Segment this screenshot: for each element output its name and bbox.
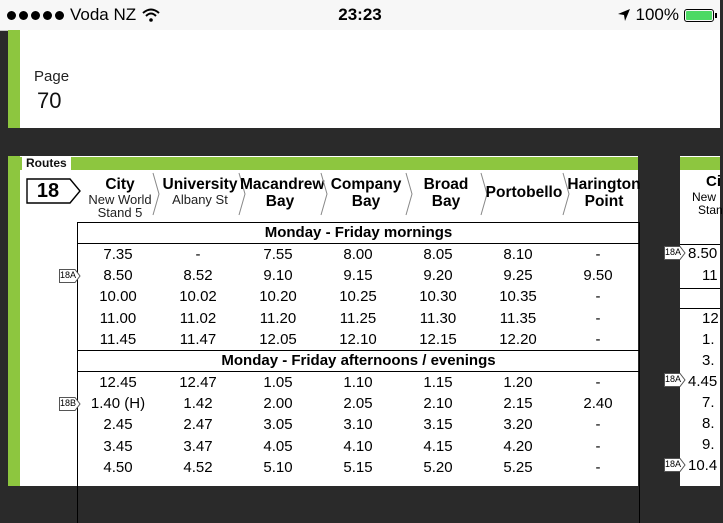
table-row — [78, 308, 639, 329]
timetable-page[interactable] — [8, 156, 641, 486]
table-row — [78, 457, 639, 478]
page-label: Page — [34, 68, 70, 85]
peek-value: 7. — [702, 394, 715, 411]
table-cell: - — [595, 288, 601, 306]
table-cell: 11.25 — [339, 309, 377, 327]
battery-fill — [686, 11, 712, 20]
accent-bar — [8, 156, 20, 486]
table-cell: 2.05 — [343, 395, 373, 413]
column-headers — [80, 176, 641, 220]
table-cell: - — [595, 309, 601, 327]
table-row — [78, 244, 639, 265]
table-cell: 10.35 — [499, 288, 537, 306]
routes-label: Routes — [22, 156, 71, 170]
table-cell: - — [595, 437, 601, 455]
table-cell: 1.20 — [503, 373, 533, 391]
table-row — [78, 414, 639, 435]
table-cell: 3.45 — [103, 437, 133, 455]
table-cell: 8.50 — [103, 267, 133, 285]
table-cell: 10.20 — [259, 288, 297, 306]
col-header-city: City New World Stand 5 — [88, 176, 152, 220]
routes-strip — [20, 157, 638, 170]
table-cell: 9.20 — [423, 267, 453, 285]
table-cell: 3.05 — [263, 416, 293, 434]
section-rows — [59, 372, 639, 478]
peek-value: 1. — [702, 331, 715, 348]
table-cell: 11.20 — [259, 309, 297, 327]
table-cell: 9.25 — [503, 267, 533, 285]
table-row — [59, 265, 639, 286]
table-cell: 3.10 — [343, 416, 373, 434]
table-cell: 2.00 — [263, 395, 293, 413]
route-marker-18a: 18A — [59, 269, 81, 283]
route-marker-18a: 18A — [664, 458, 686, 472]
section-rows — [59, 244, 639, 350]
peek-header: Ci — [706, 173, 721, 190]
table-cell: 3.15 — [423, 416, 453, 434]
table-cell: 2.47 — [183, 416, 213, 434]
table-cell: - — [195, 246, 201, 263]
col-header-broad-bay: Broad Bay — [423, 176, 469, 210]
table-cell: - — [595, 416, 601, 434]
route-number: 18 — [36, 180, 60, 202]
col-header-harington-point: Harington Point — [567, 176, 641, 210]
status-bar — [0, 0, 720, 31]
table-cell: 4.52 — [183, 458, 213, 476]
table-cell: 8.05 — [423, 246, 453, 263]
table-cell: 11.45 — [99, 330, 137, 348]
page-number: 70 — [37, 88, 62, 113]
table-cell: 5.10 — [263, 458, 293, 476]
battery-icon — [684, 9, 714, 22]
peek-value: 9. — [702, 436, 715, 453]
table-cell: 5.25 — [503, 458, 533, 476]
table-cell: 12.20 — [499, 330, 537, 348]
table-cell: 12.15 — [419, 330, 457, 348]
table-row — [78, 286, 639, 307]
table-cell: - — [595, 330, 601, 348]
table-cell: 4.20 — [503, 437, 533, 455]
timetable-grid — [59, 222, 640, 523]
peek-value: 4.45 — [688, 373, 718, 390]
col-header-macandrew-bay: Macandrew Bay — [240, 176, 325, 210]
section-title: Monday - Friday mornings — [78, 223, 639, 244]
table-cell: 10.00 — [99, 288, 137, 306]
table-row — [59, 393, 639, 414]
section-title: Monday - Friday afternoons / evenings — [78, 350, 639, 372]
peek-header-sub: Stan — [698, 203, 723, 217]
table-cell: 10.02 — [179, 288, 217, 306]
peek-value: 11 — [702, 267, 718, 284]
divider — [680, 308, 720, 309]
table-cell: 8.52 — [183, 267, 213, 285]
col-header-company-bay: Company Bay — [330, 176, 402, 210]
table-cell: 10.25 — [339, 288, 377, 306]
table-cell: 8.10 — [503, 246, 533, 263]
table-cell: 12.47 — [179, 373, 217, 391]
table-cell: 5.15 — [343, 458, 373, 476]
table-cell: 12.45 — [99, 373, 137, 391]
peek-value: 12 — [702, 310, 719, 327]
divider — [680, 288, 720, 289]
page-header-card — [8, 30, 720, 128]
table-cell: 2.10 — [423, 395, 453, 413]
peek-value: 8. — [702, 415, 715, 432]
table-cell: 4.15 — [423, 437, 453, 455]
table-cell: 1.42 — [183, 395, 213, 413]
col-header-portobello: Portobello — [485, 184, 563, 201]
carrier-name: Voda NZ — [70, 5, 137, 24]
table-cell: 11.00 — [99, 309, 137, 327]
table-cell: 11.35 — [499, 309, 537, 327]
location-arrow-icon — [617, 8, 631, 22]
route-badge — [26, 178, 82, 204]
clock: 23:23 — [338, 5, 382, 24]
table-cell: 2.40 — [583, 395, 613, 413]
table-cell: 2.15 — [503, 395, 533, 413]
table-cell: 11.02 — [179, 309, 217, 327]
table-cell: 1.40 (H) — [90, 395, 146, 413]
table-cell: 9.15 — [343, 267, 373, 285]
route-marker-18a: 18A — [664, 246, 686, 260]
table-cell: 2.45 — [103, 416, 133, 434]
table-cell: - — [595, 246, 601, 263]
peek-value: 10.4 — [688, 457, 718, 474]
table-cell: 3.20 — [503, 416, 533, 434]
table-cell: - — [595, 373, 601, 391]
routes-strip — [680, 157, 720, 170]
table-cell: 3.47 — [183, 437, 213, 455]
table-cell: 1.10 — [343, 373, 373, 391]
table-cell: 11.30 — [419, 309, 457, 327]
table-cell: 11.47 — [179, 330, 217, 348]
table-row — [78, 329, 639, 350]
table-cell: 5.20 — [423, 458, 453, 476]
table-cell: 9.10 — [263, 267, 293, 285]
table-cell: 1.05 — [263, 373, 293, 391]
battery-percent: 100% — [635, 5, 679, 24]
table-row — [78, 436, 639, 457]
table-row — [78, 372, 639, 393]
peek-value: 3. — [702, 352, 715, 369]
table-cell: 4.10 — [343, 437, 373, 455]
table-cell: - — [595, 458, 601, 476]
table-cell: 12.05 — [259, 330, 297, 348]
peek-value: 8.50 — [688, 245, 718, 262]
table-cell: 4.05 — [263, 437, 293, 455]
table-cell: 9.50 — [583, 267, 613, 285]
table-cell: 7.35 — [103, 246, 133, 263]
table-cell: 4.50 — [103, 458, 133, 476]
chevron-right-icon — [152, 172, 160, 216]
col-header-university: University Albany St — [162, 176, 238, 207]
accent-bar — [8, 30, 20, 128]
table-cell: 7.55 — [263, 246, 293, 263]
peek-header-sub: New — [692, 190, 717, 204]
table-cell: 12.10 — [339, 330, 377, 348]
route-marker-18b: 18B — [59, 397, 81, 411]
table-cell: 8.00 — [343, 246, 373, 263]
table-cell: 10.30 — [419, 288, 457, 306]
table-cell: 1.15 — [423, 373, 453, 391]
next-page-peek[interactable] — [680, 156, 723, 486]
route-marker-18a: 18A — [664, 373, 686, 387]
